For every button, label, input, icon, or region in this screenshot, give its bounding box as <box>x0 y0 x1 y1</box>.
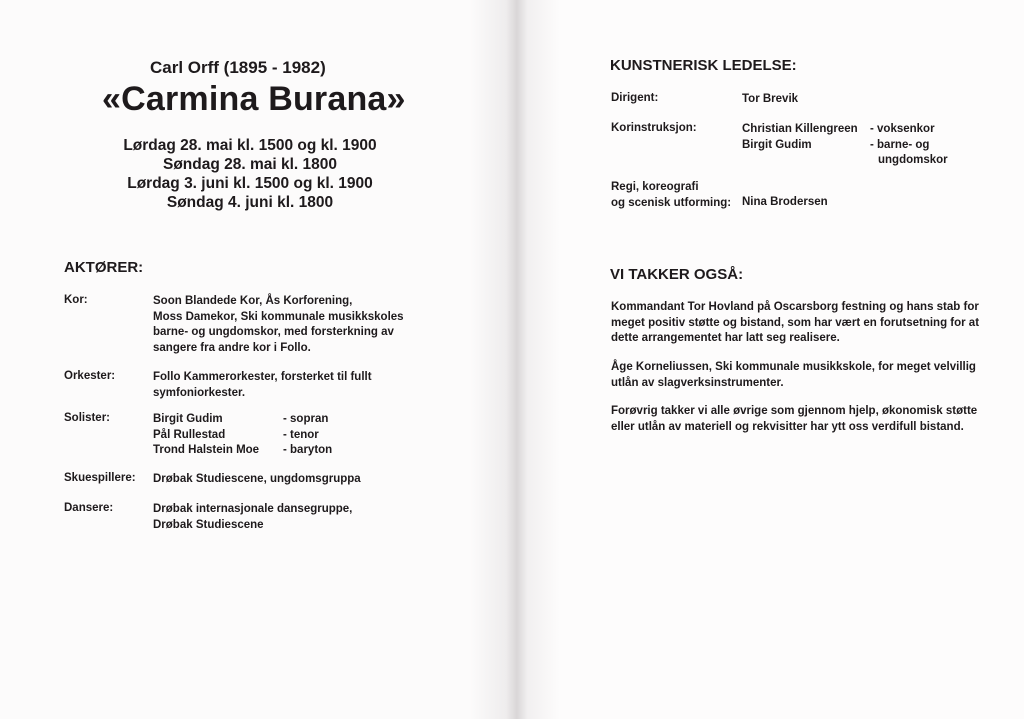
composer-line: Carl Orff (1895 - 1982) <box>150 58 326 77</box>
dansere-value <box>153 502 352 533</box>
solister-label: Solister: <box>64 412 111 424</box>
thanks-paragraph: Åge Korneliussen, Ski kommunale musikkskole, for meget velvillig utlån av slagverksinstrumenter. <box>611 361 976 389</box>
takk-heading: VI TAKKER OGSÅ: <box>610 266 744 283</box>
kor-line: Moss Damekor, Ski kommunale musikkskoles <box>153 310 404 323</box>
korinstruktor-name: Christian Killengreen <box>742 123 858 135</box>
kor-label: Kor: <box>64 294 88 306</box>
kor-line: barne- og ungdomskor, med forsterkning av <box>153 326 394 338</box>
performance-dates <box>100 136 400 212</box>
korinstruksjon-role: ungdomskor <box>878 154 948 166</box>
dirigent-value: Tor Brevik <box>742 93 799 105</box>
soloist-role: - sopran <box>283 413 329 425</box>
orkester-line: symfoniorkester. <box>153 386 246 399</box>
soloist-name: Trond Halstein Moe <box>153 444 260 456</box>
korinstruksjon-role: - barne- og <box>870 138 930 151</box>
solister-roles <box>283 412 332 459</box>
korinstruksjon-names <box>742 122 858 153</box>
kunstnerisk-heading: KUNSTNERISK LEDELSE: <box>610 57 797 74</box>
kor-value <box>153 294 404 356</box>
skuespillere-label: Skuespillere: <box>64 472 136 484</box>
kor-line: sangere fra andre kor i Follo. <box>153 341 311 354</box>
page-title: «Carmina Burana» <box>102 80 406 118</box>
dirigent-label: Dirigent: <box>611 92 659 104</box>
regi-label-line: og scenisk utforming: <box>611 196 732 209</box>
soloist-role: - tenor <box>283 428 319 441</box>
regi-label <box>611 180 731 211</box>
korinstruksjon-roles <box>870 122 948 169</box>
date-line: Lørdag 3. juni kl. 1500 og kl. 1900 <box>127 175 373 192</box>
soloist-role: - baryton <box>283 444 333 456</box>
korinstruksjon-role: - voksenkor <box>870 123 935 135</box>
soloist-name: Birgit Gudim <box>153 413 223 425</box>
thanks-paragraph: Forøvrig takker vi alle øvrige som gjennom hjelp, økonomisk støtte eller utlån av materiell og rekvisitter har ytt oss verdifull bistand. <box>611 405 978 433</box>
orkester-label: Orkester: <box>64 370 116 382</box>
date-line: Søndag 4. juni kl. 1800 <box>166 194 334 211</box>
dansere-line: Drøbak internasjonale dansegruppe, <box>153 503 353 515</box>
dansere-label: Dansere: <box>64 502 114 514</box>
date-line: Lørdag 28. mai kl. 1500 og kl. 1900 <box>123 137 377 154</box>
skuespillere-value: Drøbak Studiescene, ungdomsgruppa <box>153 473 361 485</box>
date-line: Søndag 28. mai kl. 1800 <box>162 156 338 173</box>
kor-line: Soon Blandede Kor, Ås Korforening, <box>153 295 353 307</box>
page-gutter <box>470 0 560 719</box>
orkester-value <box>153 370 372 401</box>
regi-label-line: Regi, koreografi <box>611 181 699 193</box>
solister-names <box>153 412 259 459</box>
regi-value: Nina Brodersen <box>742 196 828 208</box>
thanks-paragraph: Kommandant Tor Hovland på Oscarsborg festning og hans stab for meget positiv støtte og bistand, som har vært en forutsetning for at dette arrangementet har latt seg realisere. <box>611 301 980 344</box>
orkester-line: Follo Kammerorkester, forsterket til fullt <box>153 371 372 383</box>
aktorer-heading: AKTØRER: <box>64 259 144 276</box>
korinstruksjon-label: Korinstruksjon: <box>611 122 697 134</box>
soloist-name: Pål Rullestad <box>153 428 226 441</box>
korinstruktor-name: Birgit Gudim <box>742 138 812 151</box>
dansere-line: Drøbak Studiescene <box>153 518 264 531</box>
